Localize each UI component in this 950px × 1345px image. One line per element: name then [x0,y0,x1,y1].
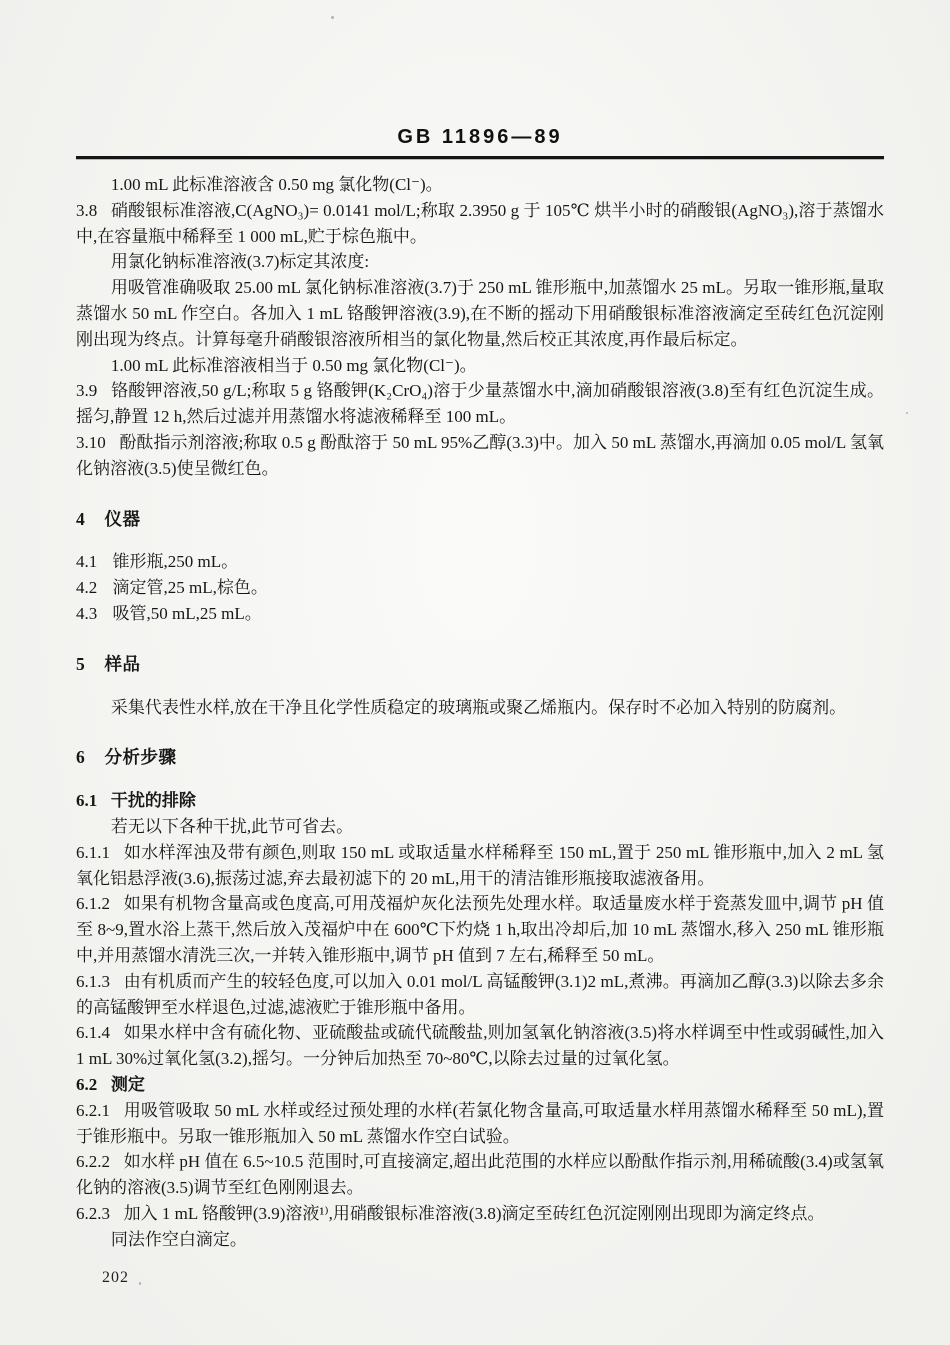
clause-text: 同法作空白滴定。 [110,1229,247,1249]
clause-text: 干扰的排除 [110,791,196,811]
clause-number: 4.1 [76,552,98,572]
clause-paragraph [76,575,884,601]
clause-number: 6.1.4 [76,1023,110,1043]
clause-paragraph [76,601,884,627]
clause-number: 4.3 [76,603,98,623]
clause-text: 如果水样中含有硫化物、亚硫酸盐或硫代硫酸盐,则加氢氧化钠溶液(3.5)将水样调至中性或弱碱性,加入 1 mL 30%过氧化氢(3.2),摇匀。一分钟后加热至 70~80℃,以除去过量的过氧化氢。 [76,1023,884,1069]
clause-paragraph [76,1149,884,1201]
page-number: 202 [102,1269,129,1287]
body-paragraph [76,814,884,840]
clause-paragraph [76,1098,884,1150]
clause-text: 仪器 [104,508,141,529]
clause-text: 测定 [110,1074,145,1094]
body-paragraph [76,353,884,379]
clause-number: 3.9 [76,381,98,401]
clause-number: 6 [76,747,86,768]
body-paragraph [76,1227,884,1253]
clause-number: 6.2.3 [76,1203,110,1223]
subsection-heading [76,788,884,814]
clause-number: 5 [76,653,86,674]
clause-number: 4 [76,508,86,529]
clause-number: 6.2.1 [76,1100,110,1120]
clause-paragraph [76,969,884,1021]
section-heading [76,652,884,678]
clause-number: 6.2.2 [76,1152,110,1172]
clause-paragraph [76,198,884,250]
body-paragraph [76,695,884,721]
body-paragraph [76,249,884,275]
clause-text: 铬酸钾溶液,50 g/L;称取 5 g 铬酸钾(K₂CrO₄)溶于少量蒸馏水中,滴加硝酸银溶液(3.8)至有红色沉淀生成。摇匀,静置 12 h,然后过滤并用蒸馏水将滤液稀释至 100 mL。 [76,381,884,427]
clause-paragraph [76,1020,884,1072]
clause-text: 锥形瓶,250 mL。 [112,552,239,572]
clause-text: 酚酞指示剂溶液;称取 0.5 g 酚酞溶于 50 mL 95%乙醇(3.3)中。加入 50 mL 蒸馏水,再滴加 0.05 mol/L 氢氧化钠溶液(3.5)使呈微红色。 [76,432,884,478]
clause-text: 采集代表性水样,放在干净且化学性质稳定的玻璃瓶或聚乙烯瓶内。保存时不必加入特别的防腐剂。 [110,697,847,717]
document-header [76,126,884,159]
clause-number: 6.1.2 [76,894,110,914]
clause-text: 用吸管吸取 50 mL 水样或经过预处理的水样(若氯化物含量高,可取适量水样用蒸馏水稀释至 50 mL),置于锥形瓶中。另取一锥形瓶加入 50 mL 蒸馏水作空白试验。 [76,1100,884,1146]
document-body [76,172,884,1252]
clause-paragraph [76,549,884,575]
clause-number: 6.1 [76,791,98,811]
clause-paragraph [76,1201,884,1227]
clause-paragraph [76,378,884,430]
scan-speck [624,712,626,714]
scan-speck [906,412,908,414]
clause-number: 3.8 [76,200,98,220]
header-rule [76,156,884,159]
standard-code: GB 11896—89 [397,126,563,148]
clause-text: 用氯化钠标准溶液(3.7)标定其浓度: [110,252,370,272]
clause-number: 4.2 [76,578,98,598]
clause-text: 如果有机物含量高或色度高,可用茂福炉灰化法预先处理水样。取适量废水样于瓷蒸发皿中,调节 pH 值至 8~9,置水浴上蒸干,然后放入茂福炉中在 600℃下灼烧 1 h,取出冷却后,加 10 mL 蒸馏水,移入 250 mL 锥形瓶中,并用蒸馏水清洗三次,一并转入锥形瓶中,调节 pH 值到 7 左右,稀释至 50 mL。 [76,894,884,965]
clause-paragraph [76,840,884,892]
subsection-heading [76,1072,884,1098]
clause-text: 分析步骤 [104,747,177,768]
section-heading [76,507,884,533]
clause-text: 滴定管,25 mL,棕色。 [112,578,268,598]
clause-text: 若无以下各种干扰,此节可省去。 [110,816,354,836]
clause-text: 样品 [104,653,141,674]
clause-text: 用吸管准确吸取 25.00 mL 氯化钠标准溶液(3.7)于 250 mL 锥形瓶中,加蒸馏水 25 mL。另取一锥形瓶,量取蒸馏水 50 mL 作空白。各加入 1 mL 铬酸钾溶液(3.9),在不断的摇动下用硝酸银标准溶液滴定至砖红色沉淀刚刚出现为终点。计算每毫升硝酸银溶液所相当的氯化物量,然后校正其浓度,再作最后标定。 [76,278,884,349]
clause-number: 3.10 [76,432,106,452]
clause-text: 如水样 pH 值在 6.5~10.5 范围时,可直接滴定,超出此范围的水样应以酚酞作指示剂,用稀硫酸(3.4)或氢氧化钠的溶液(3.5)调节至红色刚刚退去。 [76,1152,884,1198]
section-heading [76,745,884,771]
clause-text: 吸管,50 mL,25 mL。 [112,603,262,623]
clause-number: 6.1.3 [76,971,110,991]
clause-text: 加入 1 mL 铬酸钾(3.9)溶液¹⁾,用硝酸银标准溶液(3.8)滴定至砖红色沉淀刚刚出现即为滴定终点。 [123,1203,825,1223]
body-paragraph [76,172,884,198]
clause-text: 1.00 mL 此标准溶液含 0.50 mg 氯化物(Cl⁻)。 [110,175,443,194]
clause-text: 由有机质而产生的较轻色度,可以加入 0.01 mol/L 高锰酸钾(3.1)2 mL,煮沸。再滴加乙醇(3.3)以除去多余的高锰酸钾至水样退色,过滤,滤液贮于锥形瓶中备用。 [76,971,884,1017]
clause-text: 如水样浑浊及带有颜色,则取 150 mL 或取适量水样稀释至 150 mL,置于 250 mL 锥形瓶中,加入 2 mL 氢氧化铝悬浮液(3.6),振荡过滤,弃去最初滤下的 20 mL,用干的清洁锥形瓶接取滤液备用。 [76,842,884,888]
clause-number: 6.2 [76,1074,98,1094]
clause-text: 1.00 mL 此标准溶液相当于 0.50 mg 氯化物(Cl⁻)。 [110,355,477,375]
scan-speck [331,16,334,19]
clause-text: 硝酸银标准溶液,C(AgNO₃)= 0.0141 mol/L;称取 2.3950 g 于 105℃ 烘半小时的硝酸银(AgNO₃),溶于蒸馏水中,在容量瓶中稀释至 1 000 mL,贮于棕色瓶中。 [76,200,884,246]
clause-paragraph [76,430,884,482]
body-paragraph [76,275,884,352]
clause-paragraph [76,891,884,968]
scan-speck [139,1282,141,1285]
clause-number: 6.1.1 [76,842,110,862]
